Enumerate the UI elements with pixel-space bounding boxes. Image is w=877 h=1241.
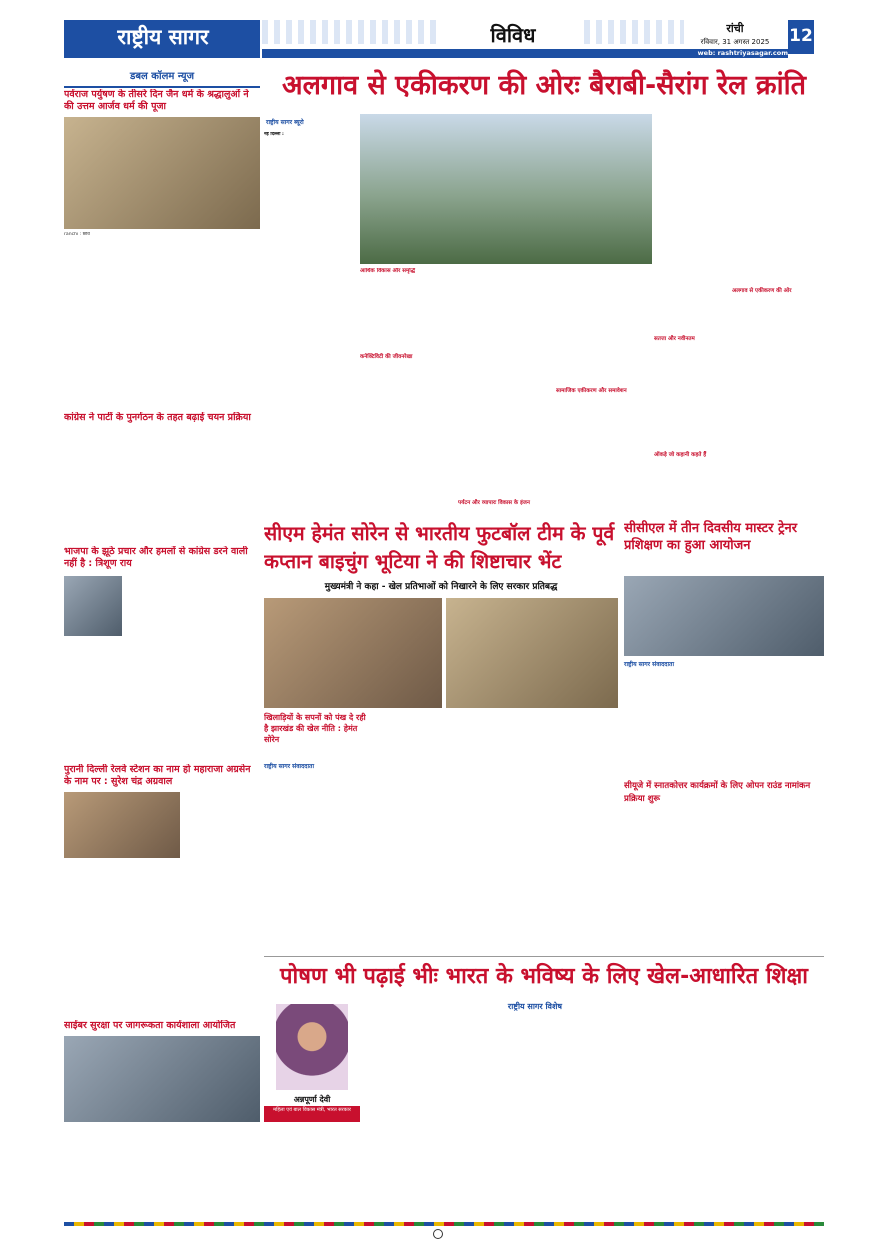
- page-number: 12: [789, 26, 813, 46]
- author-role: महिला एवं बाल विकास मंत्री, भारत सरकार: [264, 1106, 360, 1122]
- story2-body-4: [540, 712, 618, 952]
- lead-headline: अलगाव से एकीकरण की ओरः बैराबी-सैरांग रेल क्रांति: [281, 70, 807, 101]
- story2-body-2: [372, 712, 452, 952]
- story4-headline: सीयूजे में स्नातकोत्तर कार्यक्रमों के लिए ओपन राउंड नामांकन प्रक्रिया शुरू: [624, 781, 811, 804]
- lead-col-5: [654, 114, 728, 516]
- story3-byline: राष्ट्रीय सागर संवाददाता: [624, 661, 675, 668]
- sidebar-story-2-body: [64, 440, 260, 540]
- story2-byline: राष्ट्रीय सागर संवाददाता: [264, 763, 315, 770]
- story5-left-body: [264, 1124, 360, 1216]
- ccl-training-photo: [624, 576, 824, 656]
- lead-col-1: [264, 132, 356, 516]
- lead-col-3: [458, 268, 552, 516]
- lead-col-4: [556, 268, 650, 516]
- city-name: रांची: [726, 22, 744, 35]
- lead-sub-5: सतत्ता और नवीनतम: [654, 336, 695, 342]
- sidebar-story-3-body: [126, 576, 260, 736]
- sidebar-story-5-title: पुरानी दिल्ली रेलवे स्टेशन का नाम हो महाराजा अग्रसेन के नाम पर : सुरेश चंद्र अग्रवाल: [64, 764, 251, 787]
- story3-headline: सीसीएल में तीन दिवसीय मास्टर ट्रेनर प्रशिक्षण का हुआ आयोजन: [624, 521, 798, 553]
- lead-sub-2: कनेक्टिविटी की जीवनरेखा: [360, 354, 413, 360]
- story2-body-1: [264, 776, 368, 952]
- paper-name: राष्ट्रीय सागर: [117, 25, 209, 49]
- sidebar-story-6-body: [64, 1124, 260, 1216]
- jain-ritual-photo: [64, 117, 260, 229]
- story2-body-3: [456, 712, 536, 952]
- sidebar-story-2-title: कांग्रेस ने पार्टी के पुनर्गठन के तहत बढ़ाई चयन प्रक्रिया: [64, 412, 251, 423]
- double-column-label: डबल कॉलम न्यूज: [129, 71, 194, 82]
- suresh-agrawal-photo: [64, 792, 180, 858]
- story5-top-rule: [264, 956, 824, 957]
- masthead-pattern-right: [584, 20, 684, 44]
- lead-dateline: नई दिल्ली :: [264, 132, 284, 137]
- sidebar-rule: [64, 86, 260, 88]
- story2-subhead: मुख्यमंत्री ने कहा - खेल प्रतिभाओं को निखारने के लिए सरकार प्रतिबद्ध: [324, 582, 558, 592]
- story4-body: [624, 810, 824, 952]
- story5-headline: पोषण भी पढ़ाई भीः भारत के भविष्य के लिए खेल-आधारित शिक्षा: [280, 964, 808, 989]
- author-name: अन्नपूर्णा देवी: [293, 1095, 331, 1104]
- sidebar-story-6-title: साईबर सुरक्षा पर जागरूकता कार्यशाला आयोजित: [64, 1020, 236, 1031]
- lead-col-6: [732, 114, 824, 516]
- lead-byline: राष्ट्रीय सागर ब्यूरो: [266, 119, 304, 126]
- footer-color-strip: [64, 1222, 824, 1226]
- story5-tag: राष्ट्रीय सागर विशेष: [507, 1002, 563, 1011]
- railway-bridge-photo: [360, 114, 652, 264]
- story5-col-2: [450, 1016, 532, 1216]
- lead-sub-1: आर्थिक विकास और समृद्धि: [360, 268, 416, 274]
- lead-sub-3: पर्यटन और व्यापारः विकास के इंजन: [458, 500, 530, 506]
- story5-col-5: [724, 1000, 824, 1216]
- story5-col-4: [624, 1000, 720, 1216]
- lead-sub-7: अलगाव से एकीकरण की ओर: [732, 288, 792, 294]
- sidebar-story-1-body: ranchi : छवि: [64, 232, 90, 237]
- footer-registration-icon: [433, 1229, 443, 1239]
- story5-col-1: [364, 1000, 446, 1216]
- sidebar-story-3-title: भाजपा के झूठे प्रचार और हमलों से कांग्रेस डरने वाली नहीं है : त्रिशूण राय: [64, 546, 248, 569]
- cyber-workshop-photo: [64, 1036, 260, 1122]
- sidebar-story-5-body: [184, 792, 260, 922]
- website-url: web: rashtriyasagar.com: [697, 49, 788, 57]
- trishun-rai-photo: [64, 576, 122, 636]
- lead-sub-4: सामाजिक एकीकरण और समावेशन: [556, 388, 627, 394]
- story3-body-2: [726, 660, 824, 776]
- cm-bhutia-photo-2: [446, 598, 618, 708]
- story3-body-1: [624, 672, 722, 776]
- section-name: विविध: [490, 23, 536, 47]
- author-portrait: [276, 1004, 348, 1090]
- issue-date: रविवार, 31 अगस्त 2025: [700, 38, 770, 46]
- lead-col-2: [360, 268, 454, 516]
- story2-headline: सीएम हेमंत सोरेन से भारतीय फुटबॉल टीम के पूर्व कप्तान बाइचुंग भूटिया ने की शिष्टाचार भेंट: [264, 522, 615, 573]
- story2-sidebar-title: खिलाड़ियों के सपनों को पंख दे रही है झारखंड की खेल नीति : हेमंत सोरेन: [264, 713, 366, 744]
- sidebar-story-1-title: पर्वराज पर्युषण के तीसरे दिन जैन धर्म के श्रद्धालुओं ने की उत्तम आर्जव धर्म की पूजा: [64, 89, 249, 112]
- story5-col-3: [536, 1016, 620, 1216]
- masthead-pattern: [262, 20, 442, 44]
- cm-bhutia-photo-1: [264, 598, 442, 708]
- lead-sub-6: ऑकड़े जो कहानी कहते हैं: [654, 452, 707, 458]
